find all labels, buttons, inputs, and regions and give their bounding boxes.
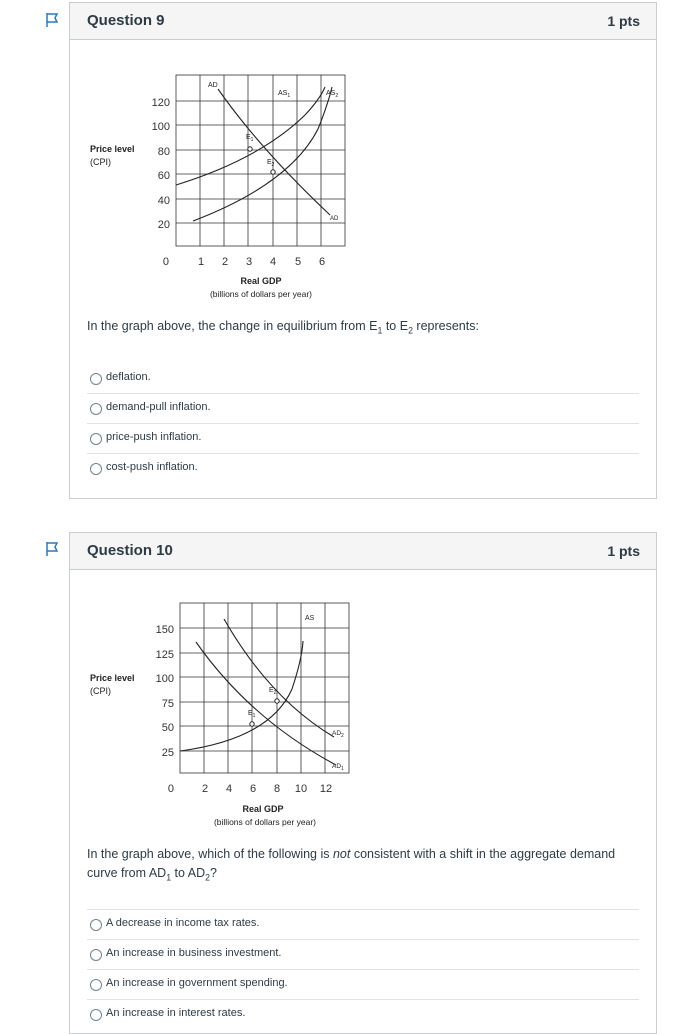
x-tick: 6 (318, 256, 326, 268)
y-tick: 120 (151, 97, 170, 109)
e2-label: $E_2$ (269, 687, 277, 696)
graph-grid (180, 603, 349, 773)
question-points: 1 pts (607, 543, 640, 559)
answer-list (87, 364, 639, 483)
y-axis-ticks (152, 97, 170, 268)
question-title: Question 10 (87, 542, 173, 559)
aggregate-demand-graph (70, 569, 370, 839)
ad-curve (218, 89, 330, 215)
question-9-card (69, 2, 657, 499)
question-header (70, 3, 656, 40)
equilibrium-graph (70, 39, 370, 309)
flag-question-icon[interactable] (44, 541, 60, 557)
x-tick: 4 (225, 783, 233, 795)
equilibrium-e2-point (275, 699, 279, 703)
y-tick: 20 (157, 219, 170, 231)
answer-list (87, 909, 639, 1029)
answer-label: An increase in business investment. (106, 947, 282, 959)
y-tick: 40 (157, 195, 170, 207)
answer-label: cost-push inflation. (106, 461, 198, 473)
radio-button[interactable] (90, 949, 102, 961)
radio-button[interactable] (90, 1009, 102, 1021)
e1-label: $E_1$ (248, 710, 256, 719)
y-axis-title: Price level (90, 144, 135, 154)
y-tick: 50 (161, 722, 174, 734)
y-axis-title: Price level (90, 673, 135, 683)
question-10-card (69, 532, 657, 1034)
answer-option[interactable] (87, 969, 639, 999)
x-tick: 2 (221, 256, 229, 268)
question-text: In the graph above, the change in equilibrium from $E_1$ to $E_2$ represents: (87, 319, 479, 336)
y-tick: 80 (157, 146, 170, 158)
e2-label: $E_2$ (267, 159, 275, 168)
as1-label: $AS_1$ (278, 90, 291, 99)
y-axis-ticks (156, 624, 174, 795)
y-tick: 75 (161, 698, 174, 710)
y-tick: 100 (151, 121, 170, 133)
y-tick: 0 (162, 256, 169, 268)
e1-label: $E_1$ (246, 134, 254, 143)
answer-label: A decrease in income tax rates. (106, 917, 260, 929)
answer-option[interactable] (87, 999, 639, 1029)
radio-button[interactable] (90, 373, 102, 385)
radio-button[interactable] (90, 433, 102, 445)
graph-grid (176, 75, 345, 246)
radio-button[interactable] (90, 403, 102, 415)
y-tick: 0 (167, 783, 174, 795)
x-tick: 4 (269, 256, 277, 268)
radio-button[interactable] (90, 919, 102, 931)
y-tick: 150 (155, 624, 174, 636)
ad-label: AD (208, 82, 218, 89)
as2-label: $AS_2$ (326, 90, 339, 99)
answer-option[interactable] (87, 423, 639, 453)
x-tick: 1 (197, 256, 205, 268)
x-tick: 10 (294, 783, 308, 795)
y-tick: 125 (155, 649, 174, 661)
ad1-curve (196, 642, 336, 765)
x-axis-ticks (198, 256, 325, 268)
answer-option[interactable] (87, 364, 639, 393)
y-axis-subtitle: (CPI) (90, 157, 111, 167)
x-axis-ticks (202, 783, 332, 795)
answer-option[interactable] (87, 939, 639, 969)
equilibrium-e2-point (271, 170, 275, 174)
y-tick: 60 (157, 170, 170, 182)
answer-option[interactable] (87, 910, 639, 939)
ad1-label: $AD_1$ (332, 763, 344, 772)
ad2-label: $AD_2$ (332, 730, 344, 739)
ad2-curve (224, 619, 334, 737)
x-axis-title: Real GDP (242, 804, 284, 814)
question-points: 1 pts (607, 13, 640, 29)
ad-bottom-label: AD (330, 216, 339, 222)
x-tick: 3 (245, 256, 253, 268)
equilibrium-e1-point (250, 722, 254, 726)
x-axis-subtitle: (billions of dollars per year) (209, 289, 313, 299)
x-tick: 5 (294, 256, 302, 268)
question-header (70, 533, 656, 570)
radio-button[interactable] (90, 463, 102, 475)
x-tick: 2 (201, 783, 209, 795)
question-title: Question 9 (87, 12, 165, 29)
answer-option[interactable] (87, 393, 639, 423)
y-axis-subtitle: (CPI) (90, 686, 111, 696)
flag-question-icon[interactable] (44, 12, 60, 28)
answer-label: demand-pull inflation. (106, 401, 211, 413)
x-tick: 12 (319, 783, 333, 795)
as2-curve (193, 87, 332, 221)
radio-button[interactable] (90, 979, 102, 991)
x-axis-subtitle: (billions of dollars per year) (213, 817, 317, 827)
x-tick: 6 (249, 783, 257, 795)
x-axis-title: Real GDP (240, 276, 282, 286)
answer-label: deflation. (106, 371, 151, 383)
equilibrium-e1-point (248, 147, 252, 151)
answer-label: An increase in government spending. (106, 977, 288, 989)
answer-option[interactable] (87, 453, 639, 483)
x-tick: 8 (273, 783, 281, 795)
y-tick: 25 (161, 747, 174, 759)
question-text: In the graph above, which of the following is not consistent with a shift in the aggregate demand curve from $AD_1$ to $AD_2$? (87, 847, 616, 883)
as-label: AS (305, 615, 315, 622)
answer-label: price-push inflation. (106, 431, 202, 443)
answer-label: An increase in interest rates. (106, 1007, 246, 1019)
y-tick: 100 (155, 673, 174, 685)
